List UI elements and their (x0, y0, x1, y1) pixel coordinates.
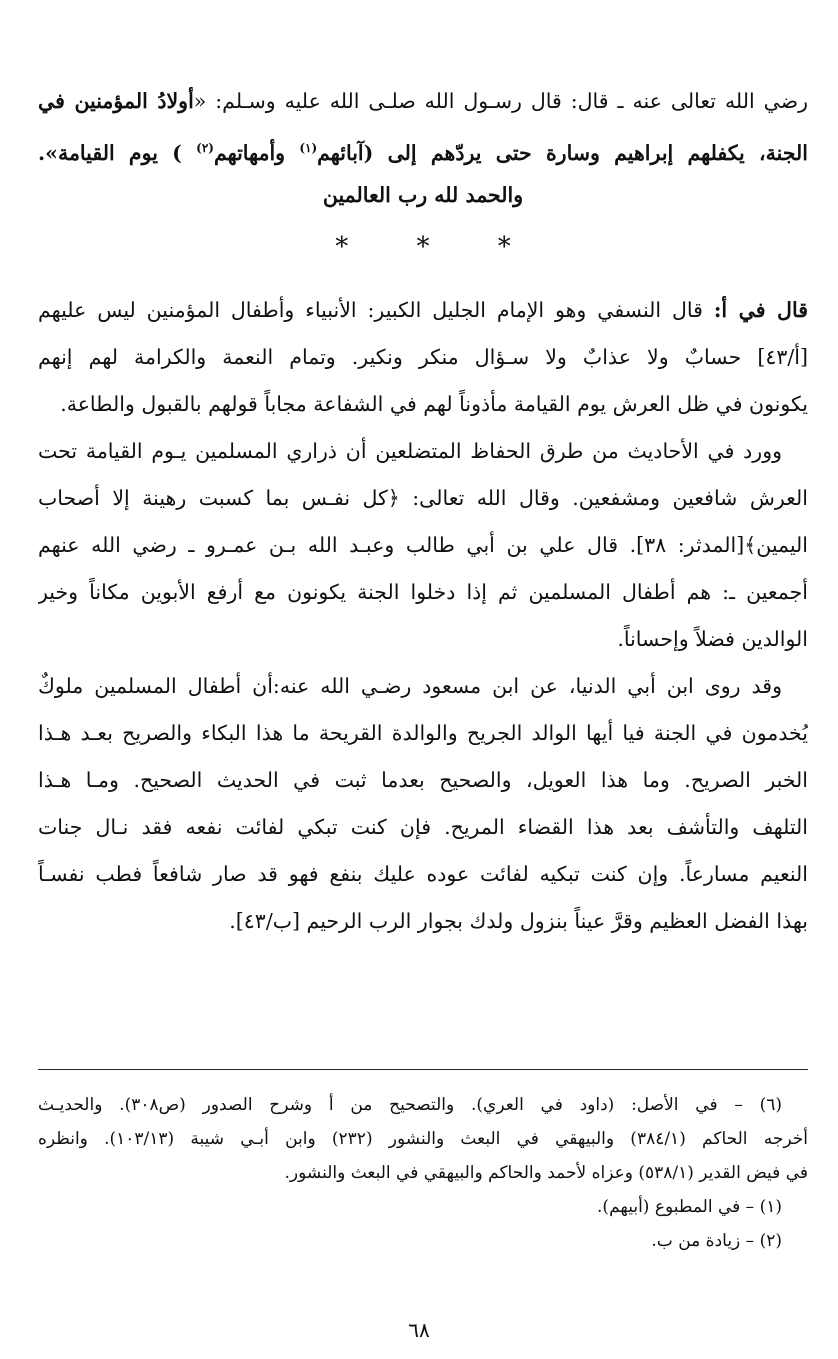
paragraph-2-line-1: وورد في الأحاديث من طرق الحفاظ المتضلعين أن ذراري المسلمين يـوم القيامة تحت (38, 439, 782, 463)
footnote-ref-1[interactable]: (١) (299, 141, 318, 155)
footnote-6-line-1: (٦) – في الأصل: (داود في العري). والتصحيح من أ وشرح الصدور (ص٣٠٨). والحديـث (38, 1095, 783, 1115)
hadith-quote-part-a: الجنة، يكفلهم إبراهيم وسارة حتى يردّهم إلى (آبائهم (317, 140, 808, 165)
source-lead: قال في أ: (713, 298, 808, 322)
paragraph-1-line-3: يكونون في ظل العرش يوم القيامة مأذوناً لهم في الشفاعة مجاباً قولهم بالقبول والطاعة. (60, 392, 808, 416)
page-number: ٦٨ (408, 1318, 430, 1342)
footnote-2: (٢) – زيادة من ب. (651, 1231, 782, 1251)
hadith-line-1 (38, 78, 808, 125)
closing-praise: والحمد لله رب العالمين (322, 183, 524, 207)
hadith-quote-part-c: ) يوم القيامة». (38, 140, 197, 165)
hadith-quote-part-b: وأمهاتهم (213, 140, 300, 165)
paragraph-3 (38, 663, 808, 945)
paragraph-3-line-4: التلهف والتأشف بعد هذا القضاء المريح. فإن كنت تبكي لفائت نفعه فقد نـال جنات (38, 815, 808, 839)
footnote-ref-2[interactable]: (٢) (196, 141, 214, 155)
section-separator: * * * (335, 232, 541, 262)
paragraph-2-line-4: أجمعين ـ: هم أطفال المسلمين ثم إذا دخلوا الجنة يكونون مع أرفع الأبوين مكاناً وخير (38, 580, 808, 604)
paragraph-1-line-1 (38, 287, 808, 334)
paragraph-1-line-2: [أ/٤٣] حسابٌ ولا عذابٌ ولا سـؤال منكر ونكير. وتمام النعمة والكرامة لهم إنهم (38, 345, 808, 369)
hadith-intro-text: رضي الله تعالى عنه ـ قال: قال رسـول الله صلـى الله عليه وسـلم: « (193, 89, 808, 113)
paragraph-2-line-2: العرش شافعين ومشفعين. وقال الله تعالى: ﴿كل نفـس بما كسبت رهينة إلا أصحاب (38, 486, 808, 510)
paragraph-3-line-3: الخبر الصريح. وما هذا العويل، والصحيح بعدما ثبت في الحديث الصحيح. ومـا هـذا (38, 768, 808, 792)
footnote-1: (١) – في المطبوع (أبيهم). (597, 1197, 782, 1217)
paragraph-3-line-5: النعيم مسارعاً. وإن كنت تبكيه لفائت عوده عليك بنفع فهو قد صار شافعاً فطب نفسـاً (38, 862, 808, 886)
footnotes (38, 1088, 808, 1258)
footnote-6-line-3: في فيض القدير (٥٣٨/١) وعزاه لأحمد والحاكم والبيهقي في البعث والنشور. (284, 1163, 808, 1183)
paragraph-2-line-5: الوالدين فضلاً وإحساناً. (617, 627, 808, 651)
hadith-line-2 (38, 125, 808, 172)
paragraph-2-line-3: اليمين﴾[المدثر: ٣٨]. قال علي بن أبي طالب وعبـد الله بـن عمـرو ـ رضي الله عنهم (38, 533, 808, 557)
paragraph-3-line-1: وقد روى ابن أبي الدنيا، عن ابن مسعود رضـي الله عنه:أن أطفال المسلمين ملوكٌ (38, 674, 782, 698)
footnote-6-line-2: أخرجه الحاكم (٣٨٤/١) والبيهقي في البعث والنشور (٢٣٢) وابن أبـي شيبة (١٠٣/١٣). وانظره (38, 1129, 808, 1149)
paragraph-2 (38, 428, 808, 663)
hadith-quote-start: أولادُ المؤمنين في (38, 89, 194, 113)
paragraph-3-line-6: بهذا الفضل العظيم وقرَّ عيناً بنزول ولدك بجوار الرب الرحيم [ب/٤٣]. (229, 909, 808, 933)
paragraph-3-line-2: يُخدمون في الجنة فيا أيها الوالد الجريح والوالدة القريحة ما هذا البكاء والصريح بعـد هـذا (38, 721, 808, 745)
footnote-divider (38, 1069, 808, 1070)
paragraph-1-line-1-text: قال النسفي وهو الإمام الجليل الكبير: الأنبياء وأطفال المؤمنين ليس عليهم (38, 298, 714, 322)
paragraph-1 (38, 287, 808, 428)
